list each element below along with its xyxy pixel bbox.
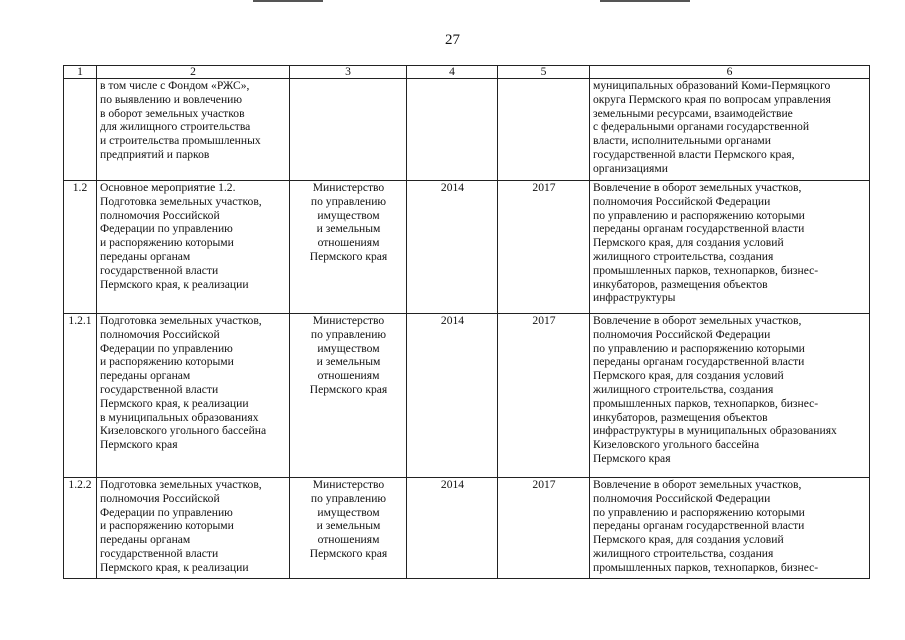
expected-result-cell: муниципальных образований Коми-Пермяцкого округа Пермского края по вопросам управления земельными ресурсами, взаимодействие с федеральными органами государственной власти, исполнительными органами государственной власти Пермского края, организациями [590, 79, 870, 181]
executor-cell: Министерство по управлению имуществом и земельным отношениям Пермского края [290, 314, 407, 478]
page-number: 27 [445, 32, 460, 48]
expected-result-cell: Вовлечение в оборот земельных участков, полномочия Российской Федерации по управлению и распоряжению которыми переданы органам государственной власти Пермского края, для создания условий жилищного строительства, создания промышленных парков, технопарков, бизнес- инкубаторов, размещения объектов инфраструктуры [590, 181, 870, 314]
column-header: 6 [590, 66, 870, 79]
column-header: 2 [97, 66, 290, 79]
table-row [64, 79, 870, 181]
row-number-cell: 1.2.2 [64, 478, 97, 579]
table-row [64, 314, 870, 478]
table-header-row [64, 66, 870, 79]
row-number-cell: 1.2.1 [64, 314, 97, 478]
activity-name-cell: Основное мероприятие 1.2. Подготовка земельных участков, полномочия Российской Федерации по управлению и распоряжению которыми переданы органам государственной власти Пермского края, к реализации [97, 181, 290, 314]
end-year-cell [498, 79, 590, 181]
column-header: 4 [407, 66, 498, 79]
column-header: 1 [64, 66, 97, 79]
scan-artifact [253, 0, 323, 2]
activity-name-cell: Подготовка земельных участков, полномочия Российской Федерации по управлению и распоряжению которыми переданы органам государственной власти Пермского края, к реализации в муниципальных образованиях Кизеловского угольного бассейна Пермского края [97, 314, 290, 478]
expected-result-cell: Вовлечение в оборот земельных участков, полномочия Российской Федерации по управлению и распоряжению которыми переданы органам государственной власти Пермского края, для создания условий жилищного строительства, создания промышленных парков, технопарков, бизнес- [590, 478, 870, 579]
end-year-cell: 2017 [498, 478, 590, 579]
activities-table [63, 65, 870, 579]
column-header: 3 [290, 66, 407, 79]
activity-name-cell: в том числе с Фондом «РЖС», по выявлению и вовлечению в оборот земельных участков для жилищного строительства и строительства промышленных предприятий и парков [97, 79, 290, 181]
executor-cell [290, 79, 407, 181]
end-year-cell: 2017 [498, 314, 590, 478]
column-header: 5 [498, 66, 590, 79]
end-year-cell: 2017 [498, 181, 590, 314]
start-year-cell: 2014 [407, 181, 498, 314]
row-number-cell [64, 79, 97, 181]
table-row [64, 478, 870, 579]
activity-name-cell: Подготовка земельных участков, полномочия Российской Федерации по управлению и распоряжению которыми переданы органам государственной власти Пермского края, к реализации [97, 478, 290, 579]
expected-result-cell: Вовлечение в оборот земельных участков, полномочия Российской Федерации по управлению и распоряжению которыми переданы органам государственной власти Пермского края, для создания условий жилищного строительства, создания промышленных парков, технопарков, бизнес- инкубаторов, размещения объектов инфраструктуры в муниципальных образованиях Кизеловского угольного бассейна Пермского края [590, 314, 870, 478]
start-year-cell: 2014 [407, 478, 498, 579]
executor-cell: Министерство по управлению имуществом и земельным отношениям Пермского края [290, 181, 407, 314]
table-row [64, 181, 870, 314]
row-number-cell: 1.2 [64, 181, 97, 314]
scan-artifact [600, 0, 690, 2]
executor-cell: Министерство по управлению имуществом и земельным отношениям Пермского края [290, 478, 407, 579]
start-year-cell [407, 79, 498, 181]
start-year-cell: 2014 [407, 314, 498, 478]
